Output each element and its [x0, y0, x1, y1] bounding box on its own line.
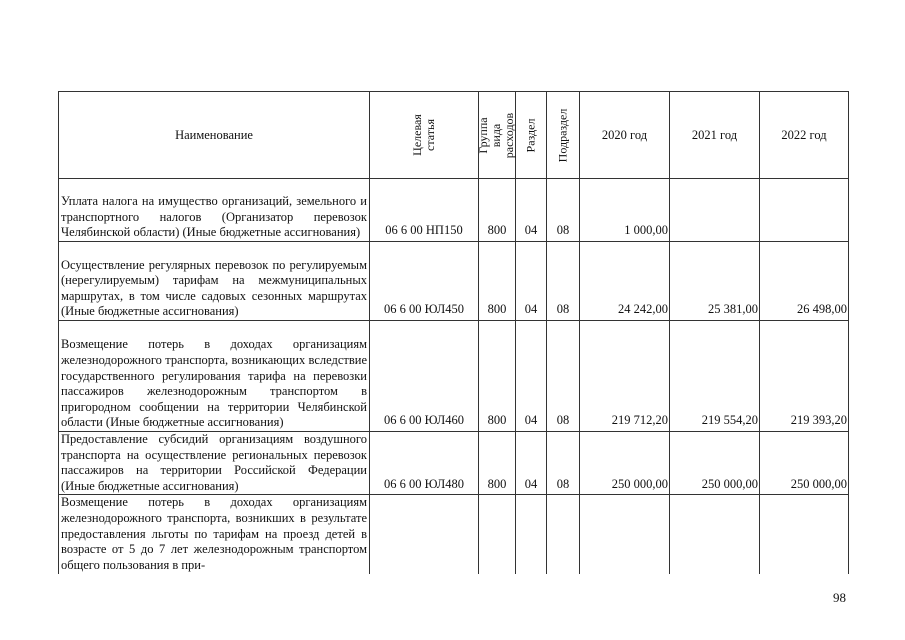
- row-2020: 250 000,00: [580, 432, 670, 495]
- row-group: 800: [479, 179, 516, 242]
- row-section: 04: [516, 242, 547, 321]
- row-2020: [580, 495, 670, 574]
- header-expense-group: Группа вида расходов: [476, 112, 517, 158]
- row-2020: 219 712,20: [580, 321, 670, 432]
- row-name: Уплата налога на имущество организаций, земельного и транспортного налогов (Организатор перевозок Челябинской области) (Иные бюджетные ассигнования): [59, 179, 370, 242]
- row-group: 800: [479, 432, 516, 495]
- row-subsection: 08: [547, 321, 580, 432]
- row-2022: 26 498,00: [760, 242, 849, 321]
- table-row: [59, 179, 849, 242]
- page-number: 98: [833, 590, 846, 605]
- header-row: [59, 92, 849, 179]
- row-2021: [670, 495, 760, 574]
- row-subsection: [547, 495, 580, 574]
- header-2022: 2022 год: [760, 92, 849, 179]
- row-code: 06 6 00 ЮЛ450: [370, 242, 479, 321]
- row-section: [516, 495, 547, 574]
- header-name: Наименование: [59, 92, 370, 179]
- row-2020: 24 242,00: [580, 242, 670, 321]
- row-2022: [760, 495, 849, 574]
- header-2020: 2020 год: [580, 92, 670, 179]
- row-2021: [670, 179, 760, 242]
- row-code: 06 6 00 НП150: [370, 179, 479, 242]
- table-row: [59, 242, 849, 321]
- row-code: 06 6 00 ЮЛ460: [370, 321, 479, 432]
- row-2020: 1 000,00: [580, 179, 670, 242]
- row-section: 04: [516, 432, 547, 495]
- row-2022: 250 000,00: [760, 432, 849, 495]
- table-row: [59, 321, 849, 432]
- header-target-article: Целевая статья: [410, 114, 437, 156]
- row-2021: 219 554,20: [670, 321, 760, 432]
- row-subsection: 08: [547, 242, 580, 321]
- table-row: [59, 432, 849, 495]
- table-row: [59, 495, 849, 574]
- row-subsection: 08: [547, 179, 580, 242]
- header-section: Раздел: [523, 118, 538, 152]
- row-2022: [760, 179, 849, 242]
- row-code: [370, 495, 479, 574]
- row-2021: 25 381,00: [670, 242, 760, 321]
- budget-table: [58, 91, 849, 574]
- row-code: 06 6 00 ЮЛ480: [370, 432, 479, 495]
- header-subsection: Подраздел: [555, 108, 570, 162]
- row-group: [479, 495, 516, 574]
- row-group: 800: [479, 242, 516, 321]
- row-name: Возмещение потерь в доходах организациям железнодорожного транспорта, возникших в результате предоставления льготы по тарифам на проезд детей в возрасте от 5 до 7 лет железнодорожным транспортом общего пользования в при-: [59, 495, 370, 574]
- row-subsection: 08: [547, 432, 580, 495]
- row-group: 800: [479, 321, 516, 432]
- row-2021: 250 000,00: [670, 432, 760, 495]
- row-name: Осуществление регулярных перевозок по регулируемым (нерегулируемым) тарифам на межмуниципальных маршрутах, в том числе садовых сезонных маршрутах (Иные бюджетные ассигнования): [59, 242, 370, 321]
- row-2022: 219 393,20: [760, 321, 849, 432]
- row-name: Предоставление субсидий организациям воздушного транспорта на осуществление региональных перевозок пассажиров на территории Российской Федерации (Иные бюджетные ассигнования): [59, 432, 370, 495]
- row-name: Возмещение потерь в доходах организациям железнодорожного транспорта, возникающих вследствие государственного регулирования тарифа на перевозки пассажиров железнодорожным транспортом в пригородном сообщении на территории Челябинской области (Иные бюджетные ассигнования): [59, 321, 370, 432]
- header-2021: 2021 год: [670, 92, 760, 179]
- row-section: 04: [516, 179, 547, 242]
- row-section: 04: [516, 321, 547, 432]
